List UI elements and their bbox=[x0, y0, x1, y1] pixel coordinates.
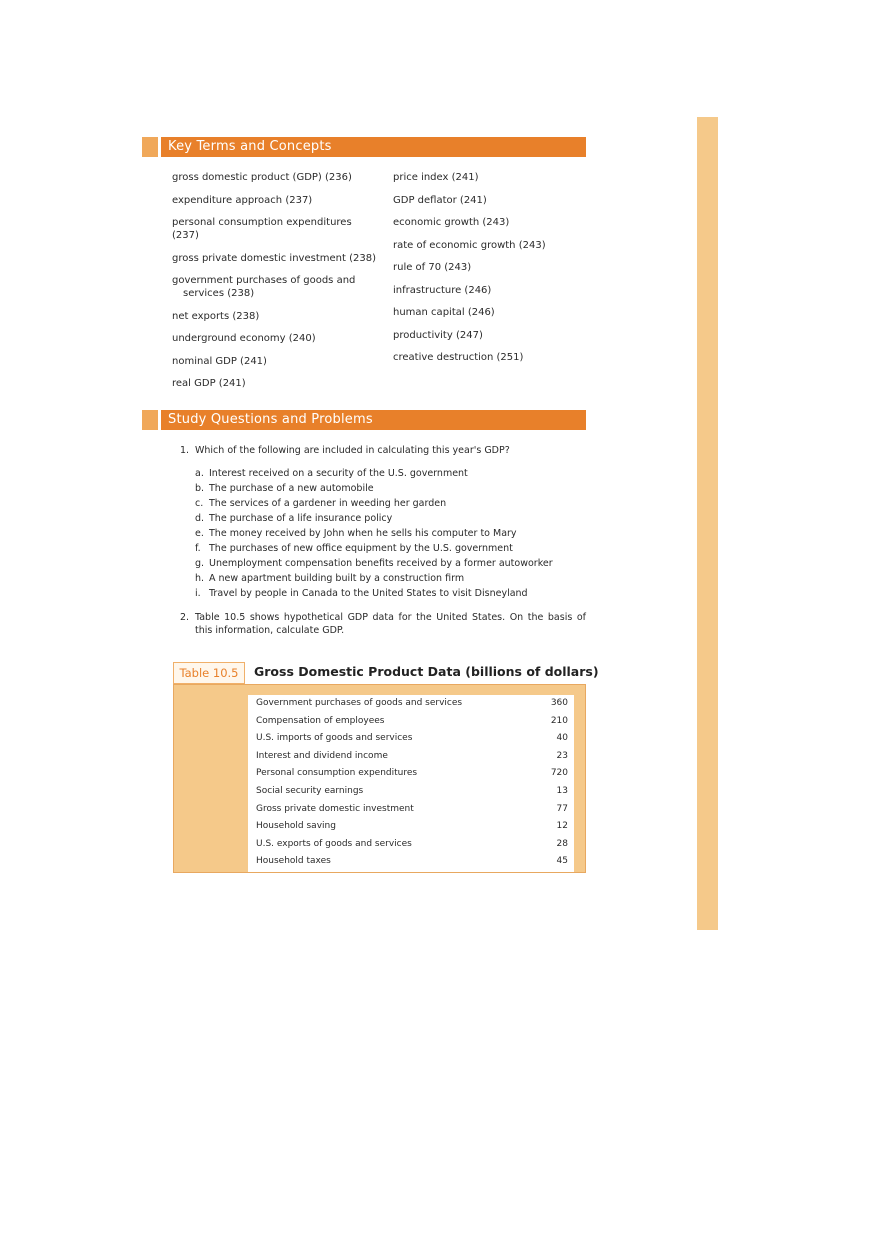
key-term: government purchases of goods and services (238) bbox=[172, 275, 356, 299]
row-item: Government purchases of goods and services bbox=[256, 698, 463, 708]
key-term: rule of 70 (243) bbox=[393, 262, 472, 273]
key-term: productivity (247) bbox=[393, 329, 483, 341]
table-row bbox=[248, 836, 574, 854]
option-item: g. Unemployment compensation benefits received by a former autoworker bbox=[195, 558, 553, 569]
question-number: 2. bbox=[180, 612, 190, 623]
key-term: expenditure approach (237) bbox=[172, 194, 313, 206]
key-term: infrastructure (246) bbox=[393, 284, 492, 296]
row-item: Household taxes bbox=[256, 856, 331, 867]
study-questions-title: Study Questions and Problems bbox=[161, 410, 586, 430]
question-2 bbox=[180, 611, 586, 637]
row-value: 23 bbox=[556, 750, 568, 761]
option-item: f. The purchases of new office equipment by the U.S. government bbox=[195, 543, 513, 554]
key-term: GDP deflator (241) bbox=[393, 194, 487, 206]
question-number: 1. bbox=[180, 445, 190, 456]
key-terms-left-column bbox=[172, 171, 377, 400]
margin-color-strip bbox=[697, 117, 718, 930]
table-row bbox=[248, 801, 574, 819]
table-label: Table 10.5 bbox=[173, 662, 245, 684]
table-row bbox=[248, 818, 574, 836]
table-row bbox=[248, 730, 574, 748]
question-1 bbox=[180, 444, 586, 601]
key-term: economic growth (243) bbox=[393, 217, 510, 228]
row-value: 12 bbox=[556, 821, 568, 832]
row-value: 13 bbox=[556, 785, 568, 796]
row-item: Social security earnings bbox=[256, 785, 364, 796]
study-questions-header bbox=[142, 410, 586, 430]
table-row bbox=[248, 853, 574, 871]
key-term: underground economy (240) bbox=[172, 333, 316, 344]
key-terms-right-column bbox=[393, 171, 583, 374]
row-value: 28 bbox=[556, 838, 568, 849]
row-value: 210 bbox=[550, 715, 568, 726]
key-term: nominal GDP (241) bbox=[172, 355, 267, 367]
table-caption bbox=[173, 662, 599, 684]
key-term: gross domestic product (GDP) (236) bbox=[172, 172, 352, 183]
key-term: creative destruction (251) bbox=[393, 352, 524, 363]
row-item: U.S. imports of goods and services bbox=[256, 733, 413, 744]
key-terms-title: Key Terms and Concepts bbox=[161, 137, 586, 157]
option-item: e. The money received by John when he sells his computer to Mary bbox=[195, 528, 517, 539]
header-tab-marker bbox=[142, 137, 158, 157]
row-value: 40 bbox=[556, 733, 568, 744]
question-options bbox=[180, 466, 586, 601]
key-term: gross private domestic investment (238) bbox=[172, 252, 376, 264]
row-item: U.S. exports of goods and services bbox=[256, 838, 412, 849]
option-item: c. The services of a gardener in weeding her garden bbox=[195, 498, 447, 509]
key-terms-header bbox=[142, 137, 586, 157]
row-value: 77 bbox=[556, 803, 568, 814]
option-item: d. The purchase of a life insurance policy bbox=[195, 513, 393, 524]
row-value: 45 bbox=[556, 856, 568, 867]
table-row bbox=[248, 765, 574, 783]
key-term: price index (241) bbox=[393, 172, 479, 183]
row-item: Personal consumption expenditures bbox=[256, 768, 418, 779]
question-text: Which of the following are included in calculating this year's GDP? bbox=[195, 445, 510, 456]
option-item: b. The purchase of a new automobile bbox=[195, 483, 374, 494]
option-item: a. Interest received on a security of the U.S. government bbox=[195, 468, 468, 479]
table-body bbox=[248, 695, 574, 872]
header-tab-marker bbox=[142, 410, 158, 430]
gdp-data-table bbox=[173, 684, 586, 873]
row-value: 720 bbox=[550, 768, 568, 779]
table-row bbox=[248, 748, 574, 766]
table-row bbox=[248, 713, 574, 731]
table-title: Gross Domestic Product Data (billions of dollars) bbox=[254, 664, 599, 679]
key-term: personal consumption expenditures (237) bbox=[172, 217, 352, 241]
key-term: human capital (246) bbox=[393, 307, 495, 318]
row-value: 360 bbox=[550, 698, 568, 708]
row-item: Interest and dividend income bbox=[256, 750, 388, 761]
key-term: real GDP (241) bbox=[172, 378, 246, 389]
row-item: Gross private domestic investment bbox=[256, 803, 414, 814]
table-row bbox=[248, 695, 574, 713]
row-item: Compensation of employees bbox=[256, 715, 385, 726]
option-item: h. A new apartment building built by a construction firm bbox=[195, 573, 465, 584]
table-row bbox=[248, 783, 574, 801]
question-text: Table 10.5 shows hypothetical GDP data for the United States. On the basis of this information, calculate GDP. bbox=[195, 612, 586, 636]
row-item: Household saving bbox=[256, 821, 336, 832]
key-term: rate of economic growth (243) bbox=[393, 239, 546, 251]
option-item: i. Travel by people in Canada to the United States to visit Disneyland bbox=[195, 588, 528, 599]
key-term: net exports (238) bbox=[172, 310, 260, 322]
